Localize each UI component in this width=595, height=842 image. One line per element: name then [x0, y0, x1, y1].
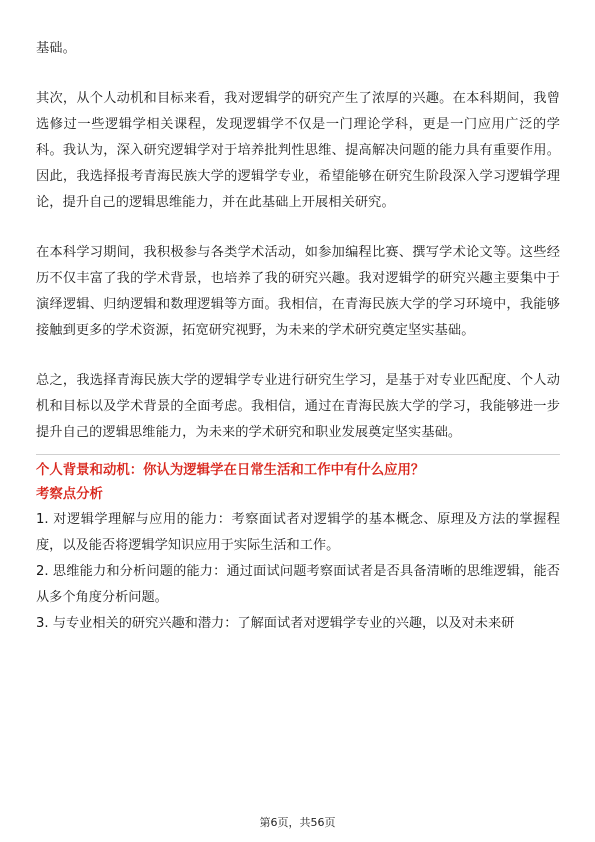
paragraph-1: 基础。	[36, 41, 76, 56]
paragraph-4: 总之，我选择青海民族大学的逻辑学专业进行研究生学习，是基于对专业匹配度、个人动机和目标以及学术背景的全面考虑。我相信，通过在青海民族大学的学习，我能够进一步提升自己的逻辑思维能力，为未来的学术研究和职业发展奠定坚实基础。	[36, 373, 560, 440]
document-page	[36, 36, 560, 637]
paragraph-2: 其次，从个人动机和目标来看，我对逻辑学的研究产生了浓厚的兴趣。在本科期间，我曾选修过一些逻辑学相关课程，发现逻辑学不仅是一门理论学科，更是一门应用广泛的学科。我认为，深入研究逻辑学对于培养批判性思维、提高解决问题的能力具有重要作用。因此，我选择报考青海民族大学的逻辑学专业，希望能够在研究生阶段深入学习逻辑学理论，提升自己的逻辑思维能力，并在此基础上开展相关研究。	[36, 91, 560, 210]
interview-question: 个人背景和动机：你认为逻辑学在日常生活和工作中有什么应用？	[36, 463, 425, 478]
analysis-item-3: 3. 与专业相关的研究兴趣和潜力：了解面试者对逻辑学专业的兴趣，以及对未来研	[36, 616, 515, 631]
page-number: 第6页，共56页	[259, 816, 336, 829]
section-divider	[36, 454, 560, 455]
analysis-item-1: 1. 对逻辑学理解与应用的能力：考察面试者对逻辑学的基本概念、原理及方法的掌握程度，以及能否将逻辑学知识应用于实际生活和工作。	[36, 512, 560, 553]
analysis-heading: 考察点分析	[36, 487, 103, 502]
analysis-item-2: 2. 思维能力和分析问题的能力：通过面试问题考察面试者是否具备清晰的思维逻辑，能否从多个角度分析问题。	[36, 564, 560, 605]
paragraph-3: 在本科学习期间，我积极参与各类学术活动，如参加编程比赛、撰写学术论文等。这些经历不仅丰富了我的学术背景，也培养了我的研究兴趣。我对逻辑学的研究兴趣主要集中于演绎逻辑、归纳逻辑和数理逻辑等方面。我相信，在青海民族大学的学习环境中，我能够接触到更多的学术资源，拓宽研究视野，为未来的学术研究奠定坚实基础。	[36, 245, 560, 338]
